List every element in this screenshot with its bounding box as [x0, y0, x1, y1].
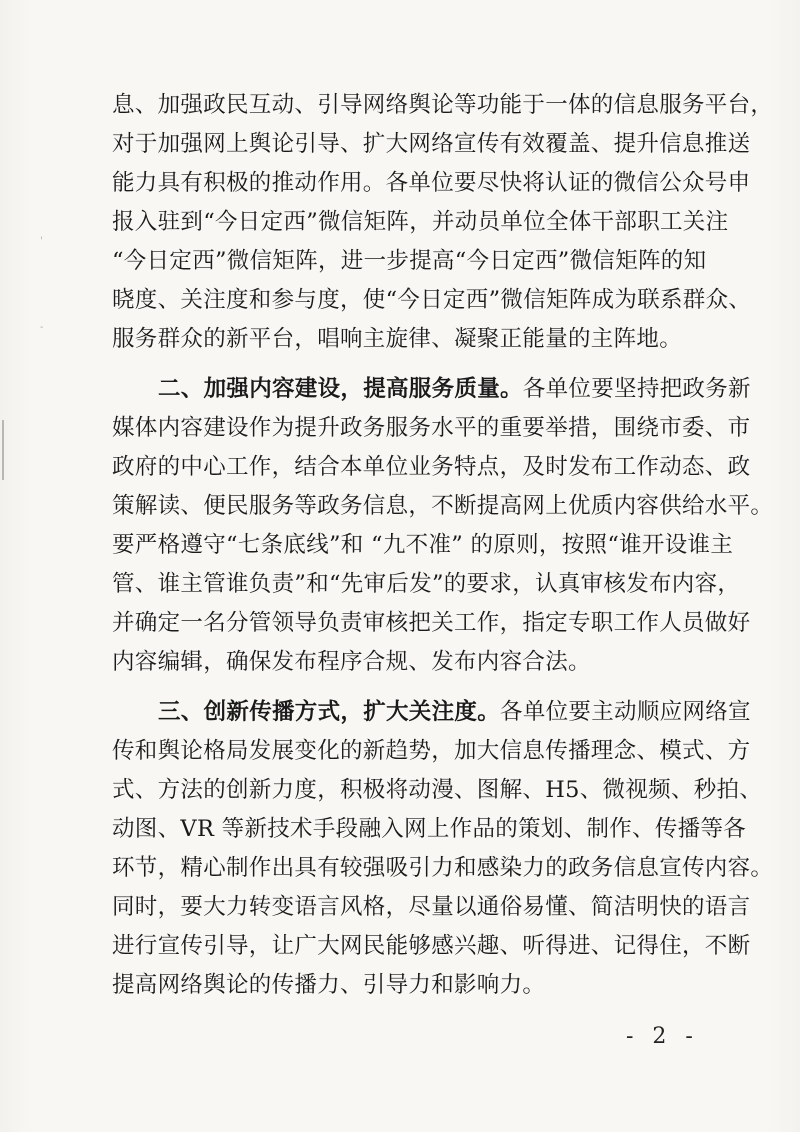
- text-line: 服务群众的新平台，唱响主旋律、凝聚正能量的主阵地。: [112, 326, 683, 352]
- text-line: 策解读、便民服务等政务信息，不断提高网上优质内容供给水平。: [112, 493, 774, 519]
- text-line: 要严格遵守“七条底线”和 “九不准” 的原则，按照“谁开设谁主: [112, 532, 734, 558]
- text-line: 晓度、关注度和参与度，使“今日定西”微信矩阵成为联系群众、: [112, 287, 752, 313]
- text-fragment: 各单位要主动顺应网络宣: [500, 699, 751, 725]
- text-fragment: 各单位要坚持把政务新: [522, 376, 751, 402]
- text-line: 同时，要大力转变语言风格，尽量以通俗易懂、简洁明快的语言: [112, 894, 751, 920]
- text-line: 内容编辑，确保发布程序合规、发布内容合法。: [112, 649, 591, 675]
- text-line: 传和舆论格局发展变化的新趋势，加大信息传播理念、模式、方: [112, 738, 751, 764]
- text-line: 动图、VR 等新技术手段融入网上作品的策划、制作、传播等各: [112, 816, 747, 842]
- section-heading: 三、创新传播方式，扩大关注度。: [158, 699, 501, 725]
- paragraph-2: [112, 370, 774, 682]
- text-line: 环节，精心制作出具有较强吸引力和感染力的政务信息宣传内容。: [112, 855, 774, 881]
- scan-tick-mark: -: [40, 322, 44, 333]
- paragraph-1: [112, 86, 774, 359]
- text-line: [112, 693, 751, 732]
- section-heading: 二、加强内容建设，提高服务质量。: [158, 376, 523, 402]
- text-line: 进行宣传引导，让广大网民能够感兴趣、听得进、记得住，不断: [112, 933, 751, 959]
- text-line: 提高网络舆论的传播力、引导力和影响力。: [112, 972, 546, 998]
- text-line: 政府的中心工作，结合本单位业务特点，及时发布工作动态、政: [112, 454, 751, 480]
- document-body: [112, 86, 774, 1005]
- text-line: “今日定西”微信矩阵，进一步提高“今日定西”微信矩阵的知: [112, 248, 707, 274]
- text-line: 息、加强政民互动、引导网络舆论等功能于一体的信息服务平台，: [112, 92, 774, 118]
- text-line: 报入驻到“今日定西”微信矩阵，并动员单位全体干部职工关注: [112, 209, 729, 235]
- page-number: - 2 -: [626, 1024, 699, 1049]
- text-line: 管、谁主管谁负责”和“先审后发”的要求，认真审核发布内容，: [112, 571, 741, 597]
- text-line: 对于加强网上舆论引导、扩大网络宣传有效覆盖、提升信息推送: [112, 131, 751, 157]
- text-line: 能力具有积极的推动作用。各单位要尽快将认证的微信公众号申: [112, 170, 751, 196]
- scan-tick-mark: ': [40, 236, 43, 247]
- paragraph-3: [112, 693, 774, 1005]
- text-line: [112, 370, 751, 409]
- scan-edge-mark: [2, 420, 4, 480]
- text-line: 媒体内容建设作为提升政务服务水平的重要举措，围绕市委、市: [112, 415, 751, 441]
- text-line: 式、方法的创新力度，积极将动漫、图解、H5、微视频、秒拍、: [112, 777, 763, 803]
- text-line: 并确定一名分管领导负责审核把关工作，指定专职工作人员做好: [112, 610, 751, 636]
